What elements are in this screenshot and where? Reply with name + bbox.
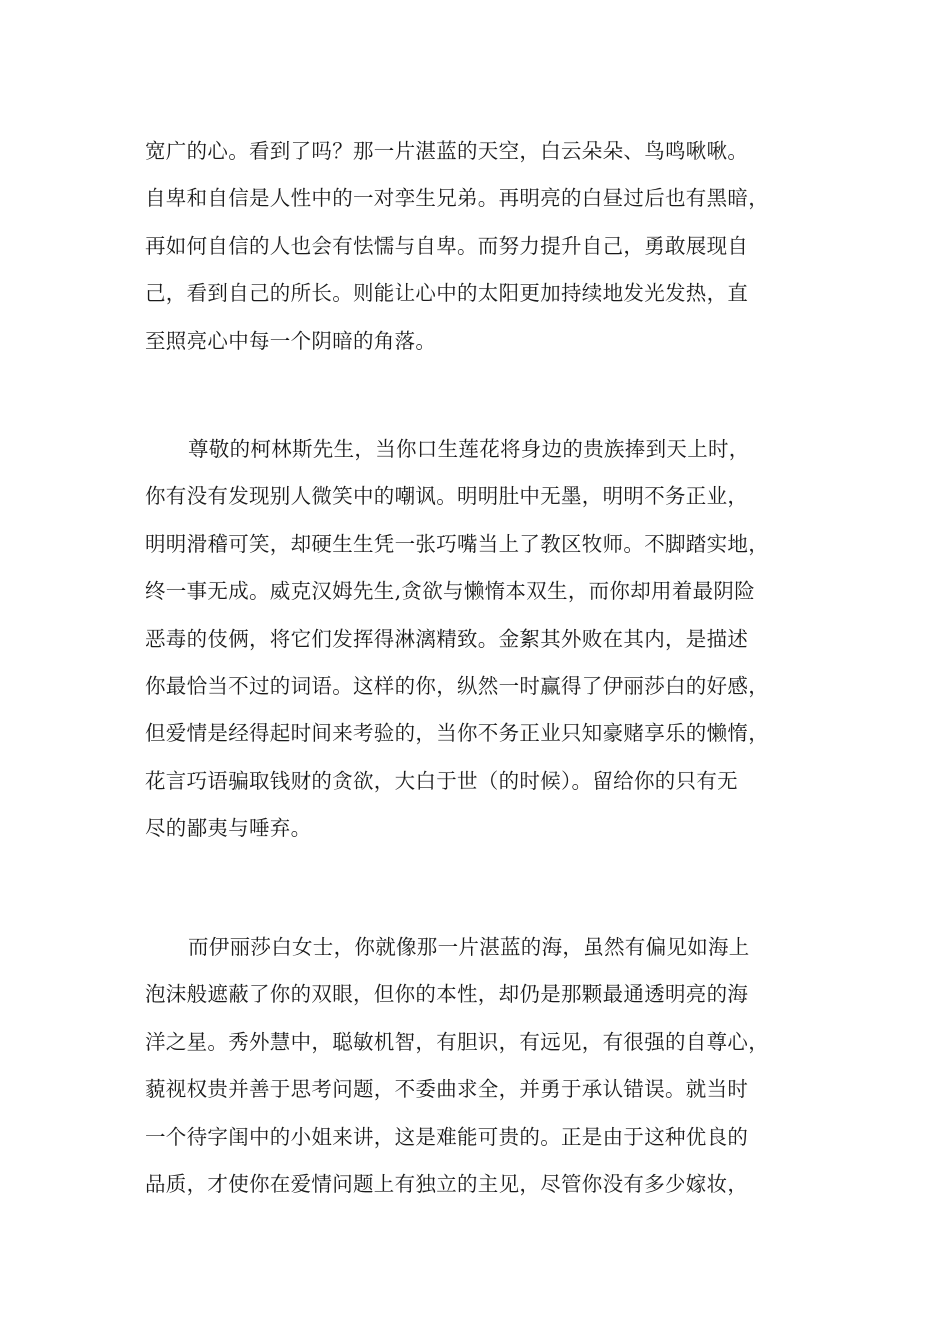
text-line: 自卑和自信是人性中的一对孪生兄弟。再明亮的白昼过后也有黑暗， [145,186,769,211]
text-line: 恶毒的伎俩，将它们发挥得淋漓精致。金絮其外败在其内，是描述 [145,626,749,651]
paragraph-3 [145,924,815,1208]
paragraph-1 [145,128,815,365]
text-line: 而伊丽莎白女士，你就像那一片湛蓝的海，虽然有偏见如海上 [188,935,750,959]
text-line: 你最恰当不过的词语。这样的你，纵然一时赢得了伊丽莎白的好感， [145,673,769,698]
text-line: 尊敬的柯林斯先生，当你口生莲花将身边的贵族捧到天上时， [188,437,750,461]
text-line: 尽的鄙夷与唾弃。 [145,816,312,841]
text-line: 至照亮心中每一个阴暗的角落。 [145,328,437,353]
paragraph-2 [145,426,815,853]
text-line: 宽广的心。看到了吗？那一片湛蓝的天空，白云朵朵、鸟鸣啾啾。 [145,139,749,163]
text-line: 明明滑稽可笑，却硬生生凭一张巧嘴当上了教区牧师。不脚踏实地， [145,531,769,556]
text-line: 品质，才使你在爱情问题上有独立的主见，尽管你没有多少嫁妆， [145,1171,749,1196]
text-line: 己，看到自己的所长。则能让心中的太阳更加持续地发光发热，直 [145,281,749,306]
text-line: 洋之星。秀外慧中，聪敏机智，有胆识，有远见，有很强的自尊心， [145,1029,769,1054]
text-line: 再如何自信的人也会有怯懦与自卑。而努力提升自己，勇敢展现自 [145,233,749,258]
text-line: 你有没有发现别人微笑中的嘲讽。明明肚中无墨，明明不务正业， [145,484,749,509]
text-line: 一个待字闺中的小姐来讲，这是难能可贵的。正是由于这种优良的 [145,1124,749,1149]
text-line: 泡沫般遮蔽了你的双眼，但你的本性，却仍是那颗最通透明亮的海 [145,982,749,1007]
text-line: 终一事无成。威克汉姆先生,贪欲与懒惰本双生，而你却用着最阴险 [145,579,756,604]
text-line: 但爱情是经得起时间来考验的，当你不务正业只知豪赌享乐的懒惰， [145,721,769,746]
text-line: 花言巧语骗取钱财的贪欲，大白于世（的时候）。留给你的只有无 [145,768,738,793]
text-line: 藐视权贵并善于思考问题，不委曲求全，并勇于承认错误。就当时 [145,1077,749,1102]
